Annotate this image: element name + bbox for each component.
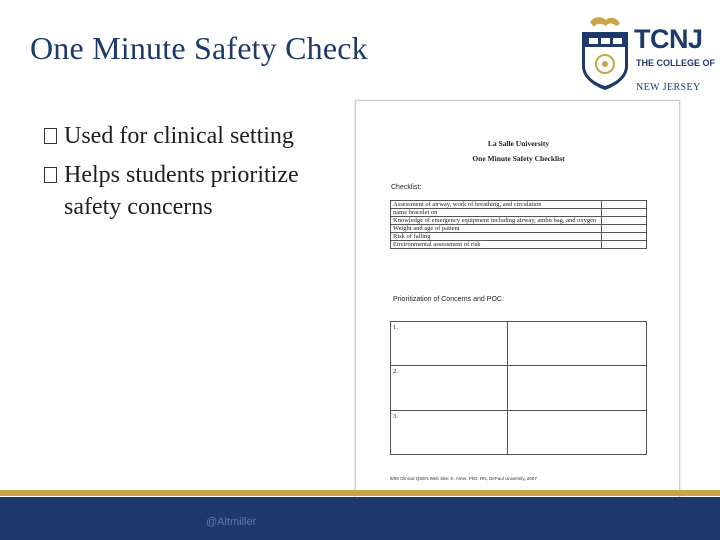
table-row [391,233,647,241]
checklist-item: name bracelet on [391,209,602,217]
footer-divider [0,490,720,496]
table-row [391,209,647,217]
logo-wordmark: TCNJ [634,24,703,54]
priority-number: 1. [391,322,508,366]
bullet-box-icon [44,167,57,183]
table-row [391,217,647,225]
priority-number: 3. [391,410,508,454]
doc-title: One Minute Safety Checklist [472,154,565,163]
checklist-item: Assessment of airway, work of breathing, and circulation [391,201,602,209]
table-row [391,322,647,366]
bullet-item [44,120,344,152]
bullet-text: Helps students prioritize safety concerns [64,162,299,220]
table-row [391,366,647,410]
checklist-item: Weight and age of patient [391,225,602,233]
table-row [391,201,647,209]
bullet-item [44,159,344,223]
tcnj-crest-icon [576,14,634,94]
footer-bar [0,497,720,540]
bullet-list [44,120,344,230]
checklist-item: Environmental assessment of risk [391,241,602,249]
slide-title: One Minute Safety Check [30,30,368,66]
doc-university: La Salle University [487,139,550,148]
logo-subtitle-2: NEW JERSEY [636,82,701,93]
bullet-box-icon [44,128,57,144]
doc-checklist-label: Checklist: [391,184,422,191]
logo-subtitle: THE COLLEGE OF [636,58,716,68]
tcnj-logo [576,14,716,94]
footer-credit: @Altmiller [206,516,257,528]
checklist-item: Knowledge of emergency equipment including airway, ambu bag, and oxygen [391,217,602,225]
table-row [391,410,647,454]
prioritization-table [390,321,647,455]
table-row [391,241,647,249]
bullet-text: Used for clinical setting [64,123,294,149]
checklist-item: Risk of falling [391,233,602,241]
doc-prioritization-label: Prioritization of Concerns and POC: [393,296,504,303]
doc-footnote: 8/08 Clinical QSEN Web Site: K. Amer, PhD, RN, DePaul University, 2007 [390,476,537,481]
priority-number: 2. [391,366,508,410]
table-row [391,225,647,233]
checklist-document-image [355,100,680,523]
checklist-table [390,200,647,249]
